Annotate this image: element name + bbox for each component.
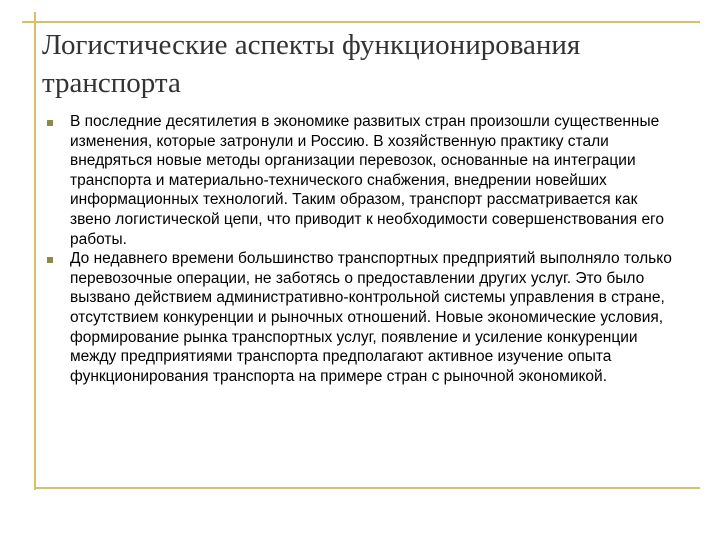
bullet-item-2: [42, 249, 682, 386]
bullet-list: [42, 112, 682, 386]
bottom-accent-line: [34, 487, 700, 489]
bullet-item-1: [42, 112, 682, 249]
slide-title: Логистические аспекты функционирования транспорта: [42, 29, 581, 99]
top-accent-line: [22, 21, 700, 23]
bullet-text-1: В последние десятилетия в экономике развитых стран произошли существенные изменения, которые затронули и Россию. В хозяйственную практику стали внедряться новые методы организации перевозок, основанные на интеграции транспорта и материально-технического снабжения, внедрении новейших информационных технологий. Таким образом, транспорт рассматривается как звено логистической цепи, что приводит к необходимости совершенствования его работы.: [70, 113, 664, 248]
vertical-accent-line: [34, 12, 36, 490]
bullet-text-2: До недавнего времени большинство транспортных предприятий выполняло только перевозочные операции, не заботясь о предоставлении других услуг. Это было вызвано действием административно-контрольной системы управления в стране, отсутствием конкуренции и рыночных отношений. Новые экономические условия, формирование рынка транспортных услуг, появление и усиление конкуренции между предприятиями транспорта предполагают активное изучение опыта функционирования транспорта на примере стран с рыночной экономикой.: [70, 250, 672, 385]
square-bullet-icon: [47, 120, 53, 126]
square-bullet-icon: [47, 257, 53, 263]
